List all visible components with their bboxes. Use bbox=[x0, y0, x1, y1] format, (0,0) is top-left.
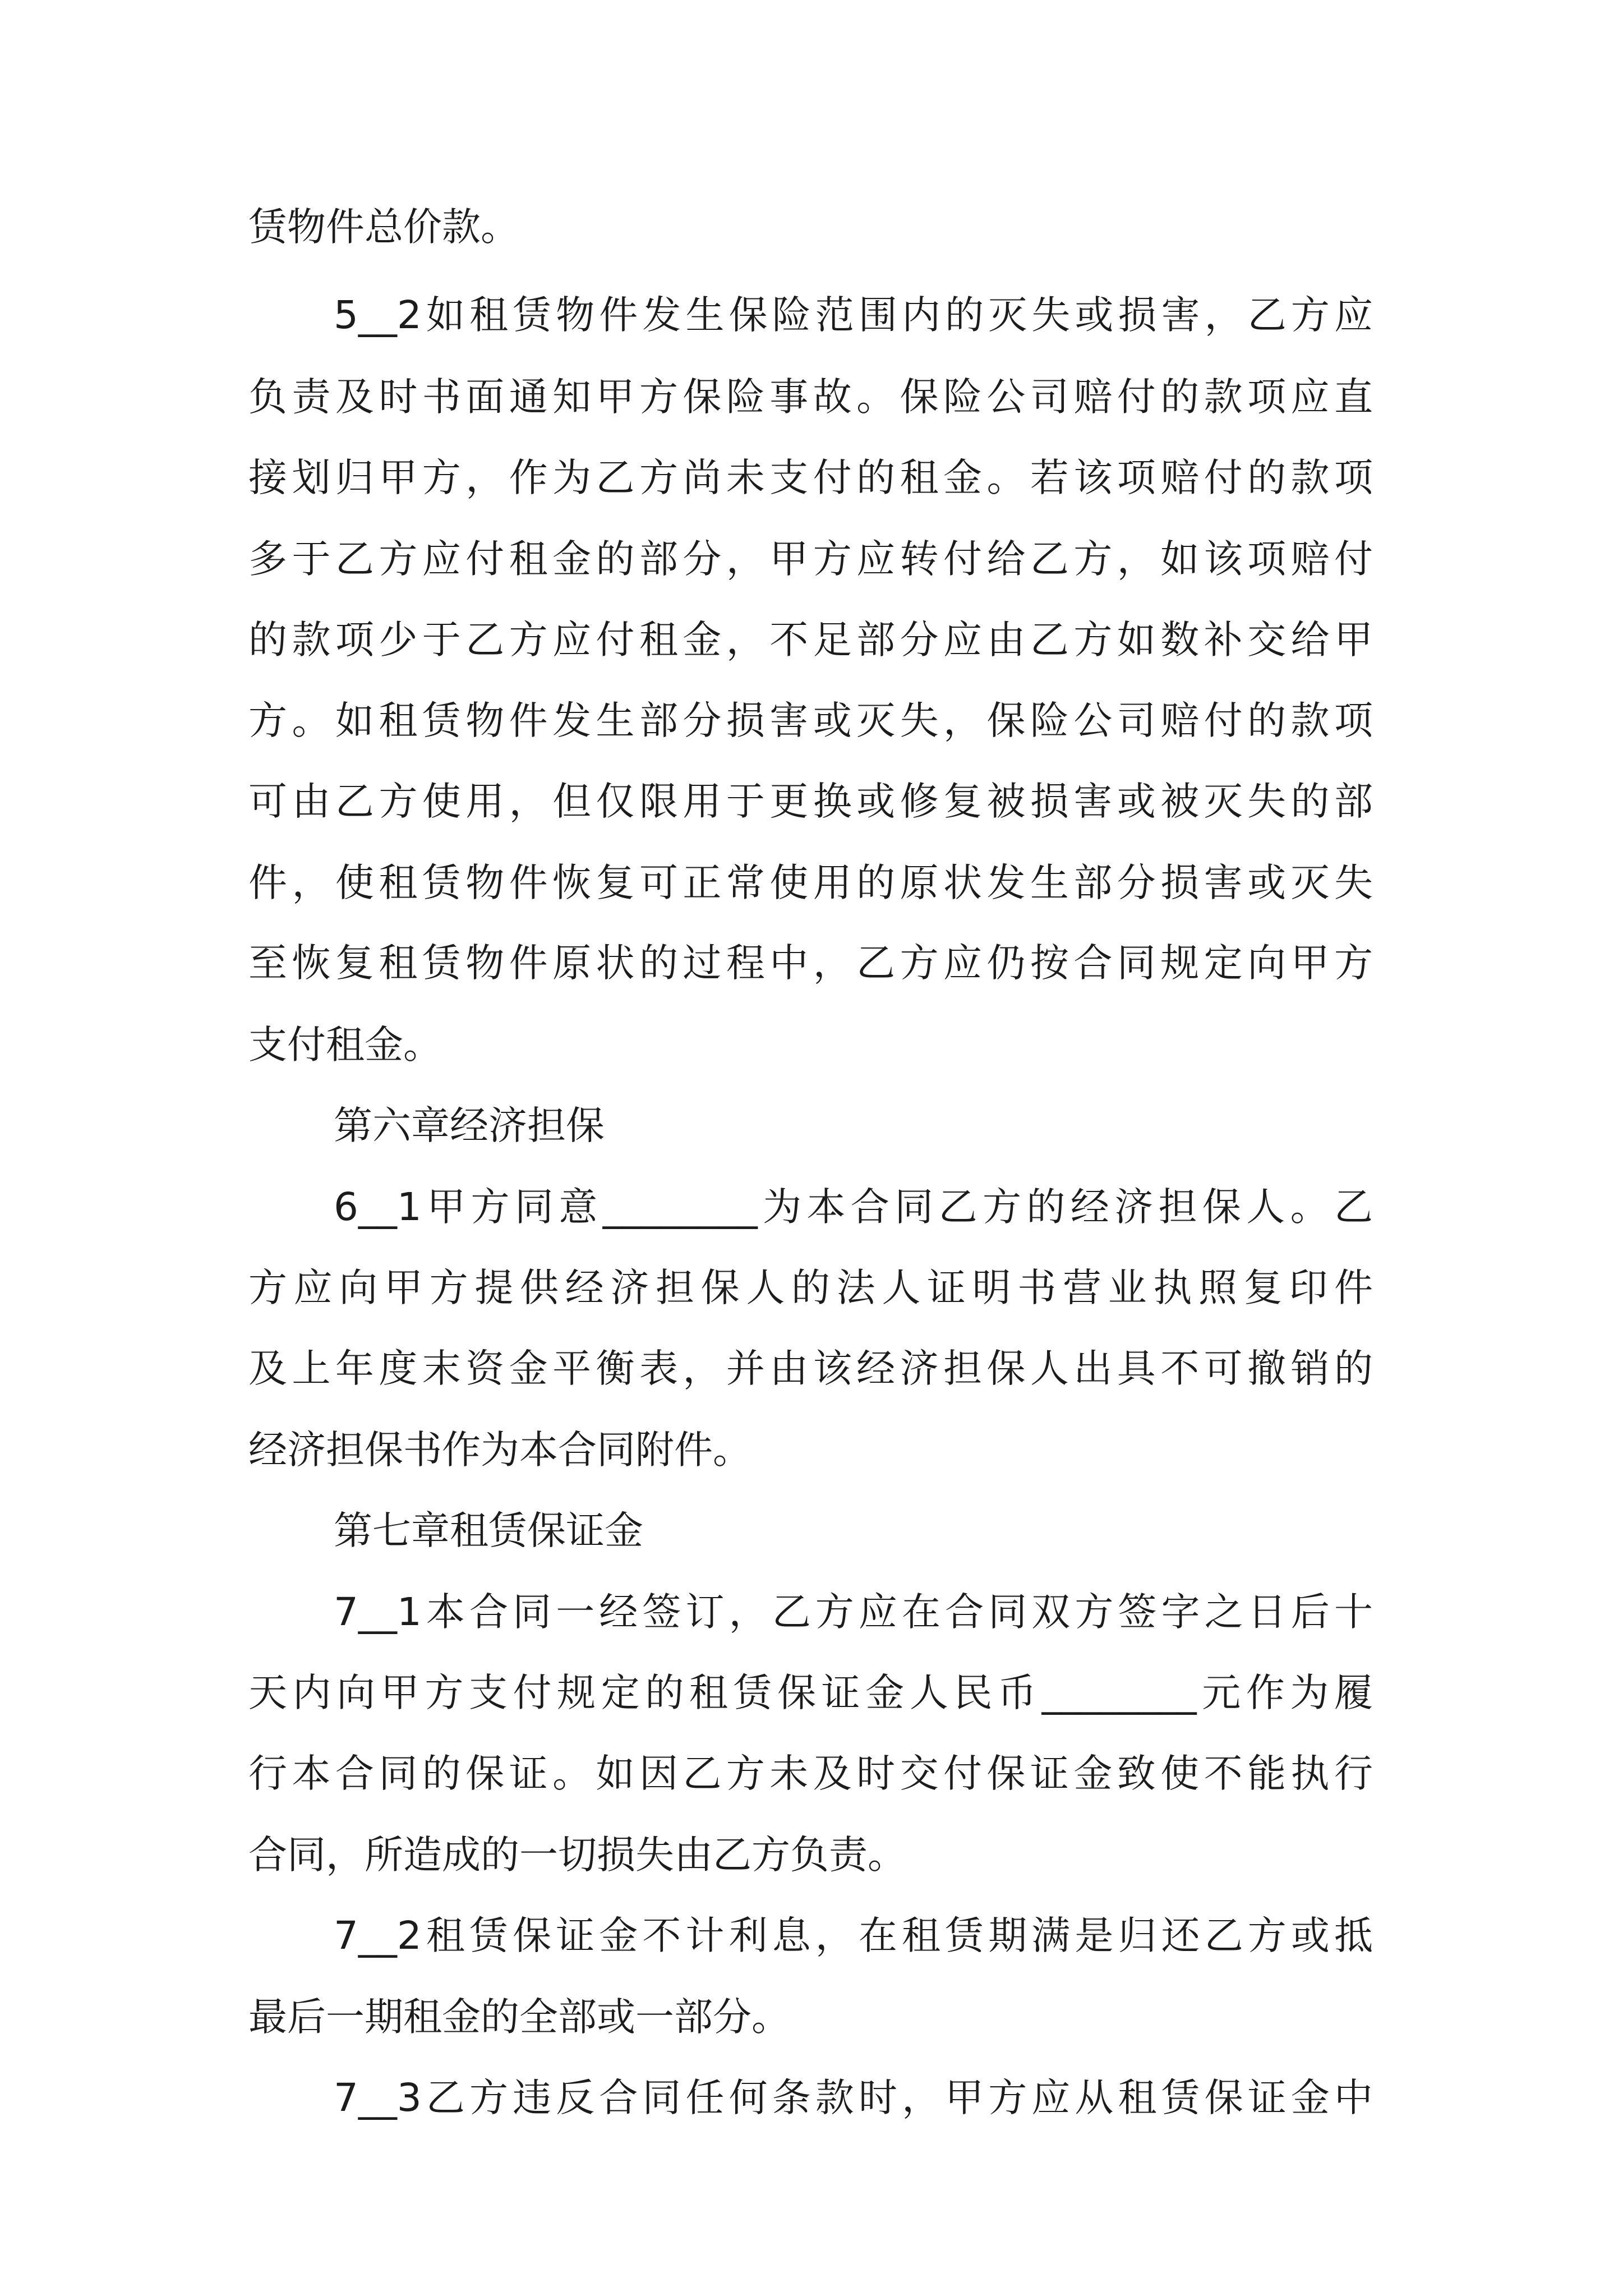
text-line: 至恢复租赁物件原状的过程中，乙方应仍按合同规定向甲方 bbox=[248, 941, 1373, 986]
clause-7-3-line: 7__3乙方违反合同任何条款时，甲方应从租赁保证金中 bbox=[334, 2076, 1373, 2120]
chapter-6-heading: 第六章经济担保 bbox=[334, 1103, 605, 1148]
clause-5-2-line: 5__2如租赁物件发生保险范围内的灭失或损害，乙方应 bbox=[334, 293, 1373, 338]
text-line: 件，使租赁物件恢复可正常使用的原状发生部分损害或灭失 bbox=[248, 861, 1373, 905]
text-line: 负责及时书面通知甲方保险事故。保险公司赔付的款项应直 bbox=[248, 375, 1373, 420]
text-line: 方应向甲方提供经济担保人的法人证明书营业执照复印件 bbox=[248, 1266, 1373, 1310]
text-line: 行本合同的保证。如因乙方未及时交付保证金致使不能执行 bbox=[248, 1751, 1373, 1796]
text-line: 接划归甲方，作为乙方尚未支付的租金。若该项赔付的款项 bbox=[248, 455, 1373, 500]
clause-7-1-line: 7__1本合同一经签订，乙方应在合同双方签字之日后十 bbox=[334, 1590, 1373, 1635]
text-line: 的款项少于乙方应付租金，不足部分应由乙方如数补交给甲 bbox=[248, 618, 1373, 662]
chapter-7-heading: 第七章租赁保证金 bbox=[334, 1508, 643, 1553]
text-line: 合同，所造成的一切损失由乙方负责。 bbox=[248, 1833, 906, 1878]
text-line: 支付租金。 bbox=[248, 1023, 442, 1068]
text-line: 方。如租赁物件发生部分损害或灭失，保险公司赔付的款项 bbox=[248, 698, 1373, 743]
text-line: 可由乙方使用，但仅限用于更换或修复被损害或被灭失的部 bbox=[248, 779, 1373, 824]
clause-7-2-line: 7__2租赁保证金不计利息，在租赁期满是归还乙方或抵 bbox=[334, 1913, 1373, 1958]
text-line: 及上年度末资金平衡表，并由该经济担保人出具不可撤销的 bbox=[248, 1346, 1373, 1391]
clause-6-1-line: 6__1甲方同意________为本合同乙方的经济担保人。乙 bbox=[334, 1185, 1373, 1230]
text-line: 赁物件总价款。 bbox=[248, 205, 519, 250]
text-line: 多于乙方应付租金的部分，甲方应转付给乙方，如该项赔付 bbox=[248, 537, 1373, 582]
text-line: 天内向甲方支付规定的租赁保证金人民币________元作为履 bbox=[248, 1671, 1373, 1715]
text-line: 最后一期租金的全部或一部分。 bbox=[248, 1995, 790, 2040]
text-line: 经济担保书作为本合同附件。 bbox=[248, 1428, 751, 1473]
